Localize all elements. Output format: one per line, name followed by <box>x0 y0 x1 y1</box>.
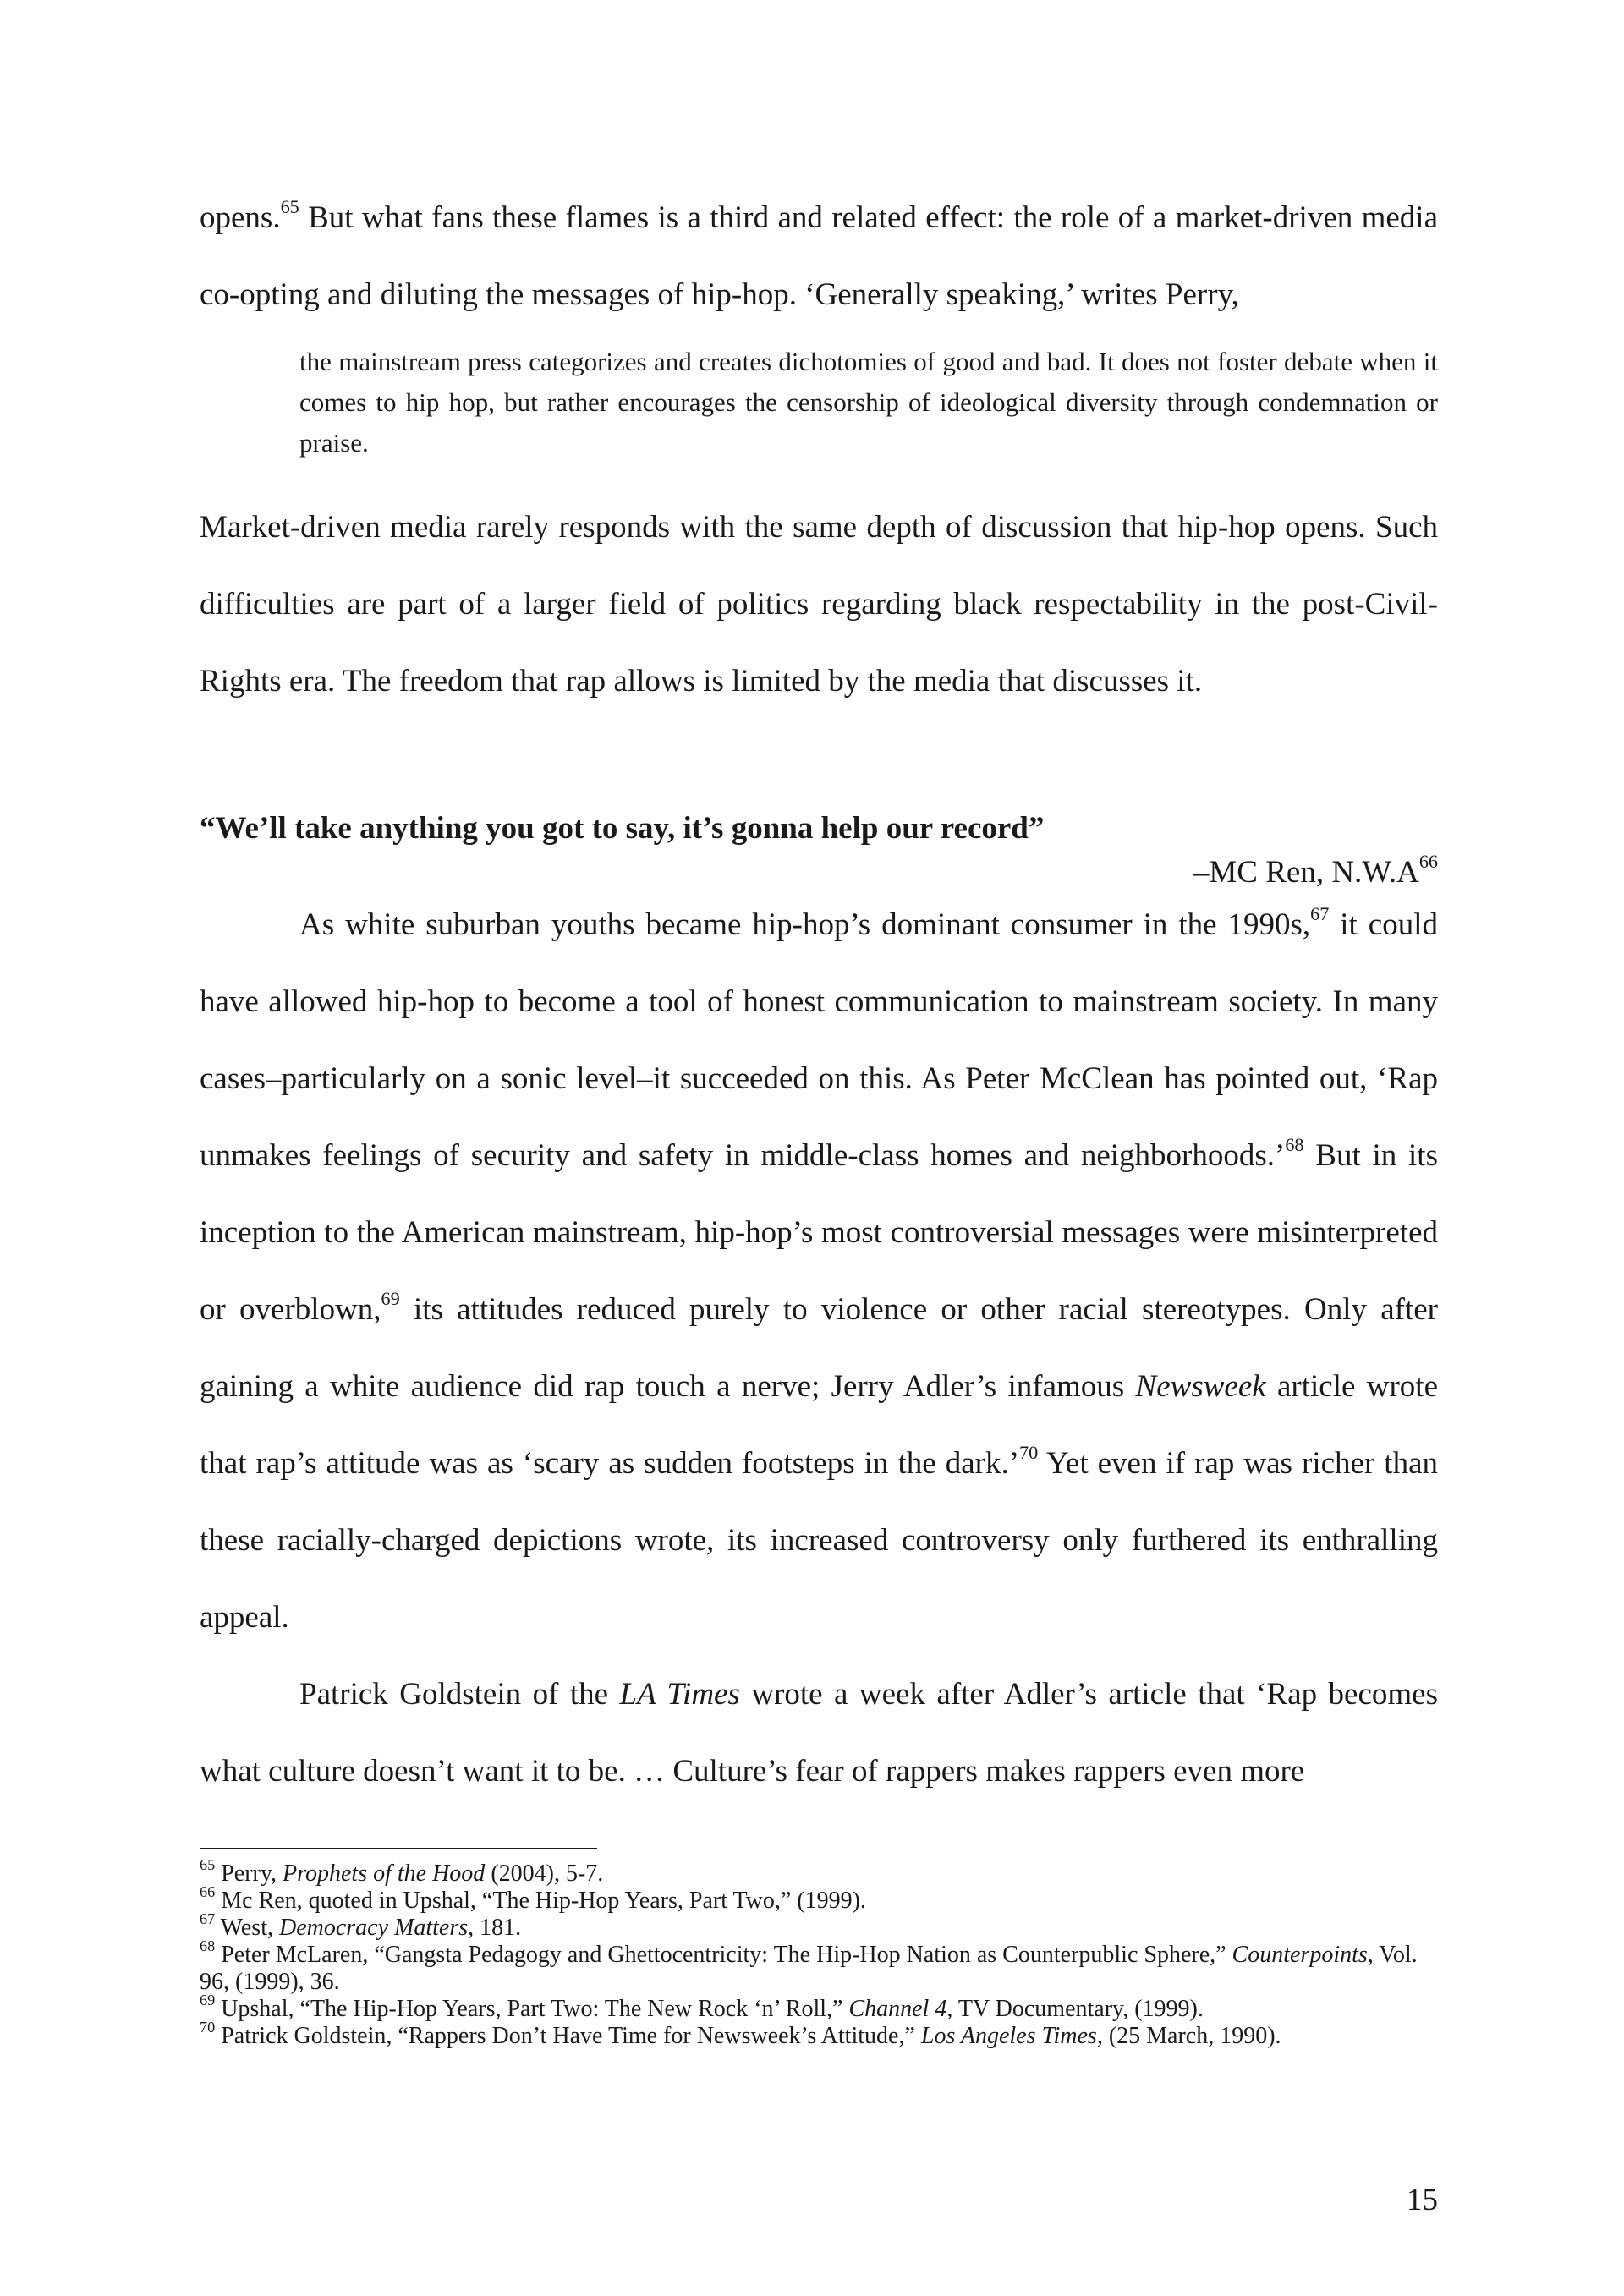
footnote-italic: Democracy Matters, <box>278 1915 475 1941</box>
paragraph-market-media: Market-driven media rarely responds with the same depth of discussion that hip-hop opens. Such difficulties are part of a larger field of politics regarding black respectability in the post-Civil-Rights era. The freedom that rap allows is limited by the media that discusses it. <box>200 510 1438 699</box>
footnote-69 <box>200 1991 1438 2023</box>
text-run: it could have allowed hip-hop to become a tool of honest communication to mainstream society. In many cases–particularly on a sonic level–it succeeded on this. As Peter McClean has pointed out, ‘Rap unmakes feelings of security and safety in middle-class homes and neighborhoods.’ <box>200 907 1438 1173</box>
footnote-text: (2004), 5-7. <box>485 1860 604 1887</box>
paragraph-white-suburban <box>200 886 1438 1656</box>
italic-title: Newsweek <box>1135 1369 1266 1404</box>
footnote-ref-70[interactable]: 70 <box>1019 1442 1039 1464</box>
footnote-text: , Vol. 96, (1999), 36. <box>200 1942 1418 1995</box>
footnote-ref-69[interactable]: 69 <box>381 1288 400 1310</box>
footnote-text: (25 March, 1990). <box>1102 2023 1281 2049</box>
footnote-ref-67[interactable]: 67 <box>1310 903 1330 925</box>
paragraph-goldstein <box>200 1656 1438 1810</box>
footnote-ref-65[interactable]: 65 <box>280 196 299 218</box>
page-number: 15 <box>1407 2183 1438 2217</box>
text-run: article wrote that rap’s attitude was as ‘scary as sudden footsteps in the dark.’ <box>200 1369 1439 1481</box>
footnote-number: 68 <box>200 1937 216 1954</box>
footnote-number: 65 <box>200 1855 216 1873</box>
text-run: Yet even if rap was richer than these racially-charged depictions wrote, its increased controversy only furthered its enthralling appeal. <box>200 1446 1438 1635</box>
footnotes <box>200 1855 1438 2050</box>
footnote-70 <box>200 2018 1438 2050</box>
footnote-ref-68[interactable]: 68 <box>1285 1134 1304 1156</box>
footnote-text: TV Documentary, (1999). <box>952 1996 1204 2022</box>
footnote-number: 67 <box>200 1910 216 1927</box>
footnote-text: Patrick Goldstein, “Rappers Don’t Have Time for Newsweek’s Attitude,” <box>215 2023 921 2049</box>
footnote-66 <box>200 1882 1438 1915</box>
footnote-italic: Los Angeles Times, <box>920 2023 1103 2049</box>
footnote-separator <box>200 1848 597 1849</box>
text-run: As white suburban youths became hip-hop’s dominant consumer in the 1990s, <box>299 907 1311 942</box>
text-run: But in its inception to the American mainstream, hip-hop’s most controversial messages were misinterpreted or overblown, <box>200 1138 1438 1327</box>
footnote-number: 69 <box>200 1991 216 2008</box>
footnote-text: West, <box>215 1915 279 1941</box>
italic-title: LA Times <box>619 1677 740 1712</box>
footnote-65 <box>200 1855 1438 1888</box>
footnote-ref-66[interactable]: 66 <box>1418 851 1438 873</box>
text-run: Patrick Goldstein of the <box>299 1677 620 1712</box>
footnote-68 <box>200 1937 1438 1996</box>
paragraph-opening <box>200 179 1438 333</box>
footnote-italic: Channel 4, <box>848 1996 953 2022</box>
text-run: its attitudes reduced purely to violence or other racial stereotypes. Only after gaining a white audience did rap touch a nerve; Jerry Adler’s infamous <box>200 1292 1438 1404</box>
section-heading: “We’ll take anything you got to say, it’s gonna help our record” <box>200 811 1045 846</box>
footnote-number: 66 <box>200 1882 216 1900</box>
footnote-italic: Prophets of the Hood <box>283 1860 486 1887</box>
footnote-text: 181. <box>474 1915 522 1941</box>
text-run: opens. <box>200 200 281 235</box>
attribution-text: –MC Ren, N.W.A <box>1193 855 1419 890</box>
epigraph-attribution <box>1193 851 1438 890</box>
footnote-text: Peter McLaren, “Gangsta Pedagogy and Ghettocentricity: The Hip-Hop Nation as Counterpublic Sphere,” <box>215 1942 1232 1968</box>
footnote-number: 70 <box>200 2018 216 2036</box>
footnote-67 <box>200 1910 1438 1942</box>
footnote-italic: Counterpoints <box>1232 1942 1368 1968</box>
footnote-text: Mc Ren, quoted in Upshal, “The Hip-Hop Years, Part Two,” (1999). <box>215 1888 866 1914</box>
footnote-text: Upshal, “The Hip-Hop Years, Part Two: The New Rock ‘n’ Roll,” <box>215 1996 849 2022</box>
text-run: But what fans these flames is a third and related effect: the role of a market-driven media co-opting and diluting the messages of hip-hop. ‘Generally speaking,’ writes Perry, <box>200 200 1438 312</box>
text-run: wrote a week after Adler’s article that ‘Rap becomes what culture doesn’t want it to be. … Culture’s fear of rappers makes rappers even more <box>200 1677 1438 1789</box>
block-quote-perry: the mainstream press categorizes and creates dichotomies of good and bad. It does not foster debate when it comes to hip hop, but rather encourages the censorship of ideological diversity through condemnation or praise. <box>299 347 1438 458</box>
footnote-text: Perry, <box>215 1860 283 1887</box>
